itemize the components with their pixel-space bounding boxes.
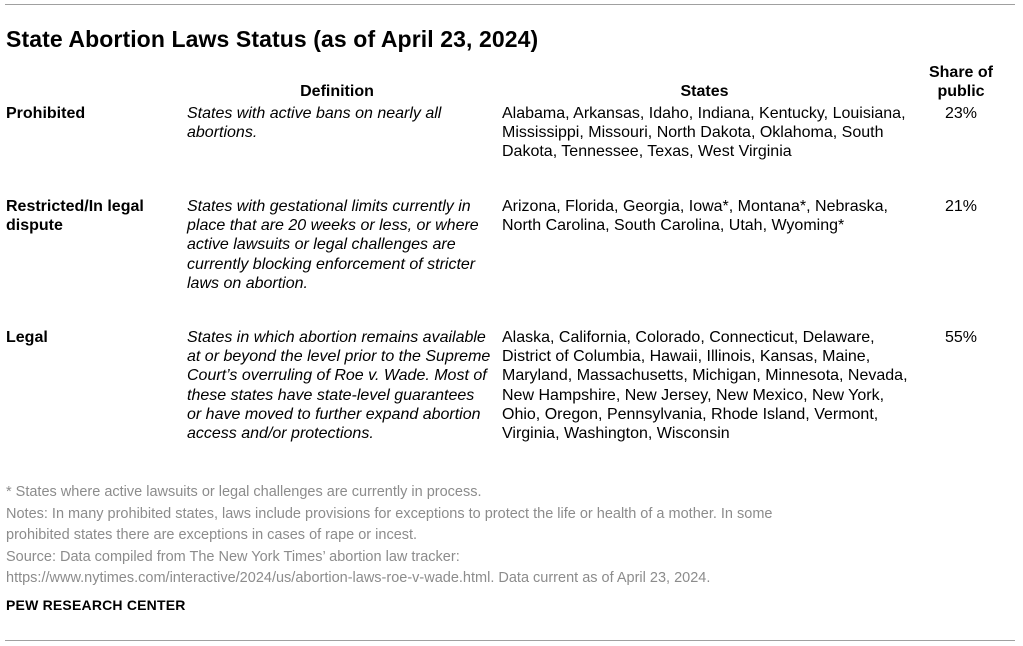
row-category: Prohibited bbox=[6, 105, 86, 122]
row-share: 55% bbox=[944, 329, 978, 346]
row-states: Alaska, California, Colorado, Connecticut, Delaware, District of Columbia, Hawaii, Illinois, Kansas, Maine, Maryland, Massachusetts, Michigan, Minnesota, Nevada, New Hampshire, New Jersey, New Mexico, New York, Ohio, Oregon, Pennsylvania, Rhode Island, Vermont, Virginia, Washington, Wisconsin bbox=[502, 329, 908, 443]
row-category: Restricted/In legal dispute bbox=[6, 198, 144, 235]
row-definition: States with gestational limits currently in place that are 20 weeks or less, or where active lawsuits or legal challenges are currently blocking enforcement of stricter laws on abortion. bbox=[187, 198, 479, 292]
notes-line: prohibited states there are exceptions in cases of rape or incest. bbox=[6, 527, 418, 543]
column-header-share: Share of public bbox=[928, 64, 993, 100]
column-header-definition: Definition bbox=[300, 83, 374, 100]
source-line: Source: Data compiled from The New York Times’ abortion law tracker: bbox=[6, 548, 460, 565]
column-header-states: States bbox=[680, 83, 729, 100]
row-definition: States in which abortion remains available at or beyond the level prior to the Supreme Court’s overruling of Roe v. Wade. Most of these states have state-level guarantees or have moved to further expand abortion access and/or protections. bbox=[187, 329, 491, 443]
notes-line: Notes: In many prohibited states, laws include provisions for exceptions to protect the life or health of a mother. In some bbox=[6, 505, 773, 522]
row-states: Alabama, Arkansas, Idaho, Indiana, Kentucky, Louisiana, Mississippi, Missouri, North Dakota, Oklahoma, South Dakota, Tennessee, Texas, West Virginia bbox=[502, 105, 906, 161]
publisher-credit: PEW RESEARCH CENTER bbox=[6, 597, 186, 613]
footnotes bbox=[6, 482, 1006, 590]
row-category: Legal bbox=[6, 329, 48, 346]
row-share: 23% bbox=[944, 105, 978, 122]
row-states: Arizona, Florida, Georgia, Iowa*, Montana*, Nebraska, North Carolina, South Carolina, Utah, Wyoming* bbox=[502, 198, 888, 235]
source-line: https://www.nytimes.com/interactive/2024/us/abortion-laws-roe-v-wade.html. Data current as of April 23, 2024. bbox=[6, 570, 711, 586]
row-definition: States with active bans on nearly all abortions. bbox=[187, 105, 442, 142]
top-divider bbox=[5, 4, 1015, 5]
page-title: State Abortion Laws Status (as of April 23, 2024) bbox=[6, 26, 539, 52]
row-share: 21% bbox=[944, 198, 978, 215]
bottom-divider bbox=[5, 640, 1015, 641]
asterisk-note: * States where active lawsuits or legal challenges are currently in process. bbox=[6, 484, 482, 500]
